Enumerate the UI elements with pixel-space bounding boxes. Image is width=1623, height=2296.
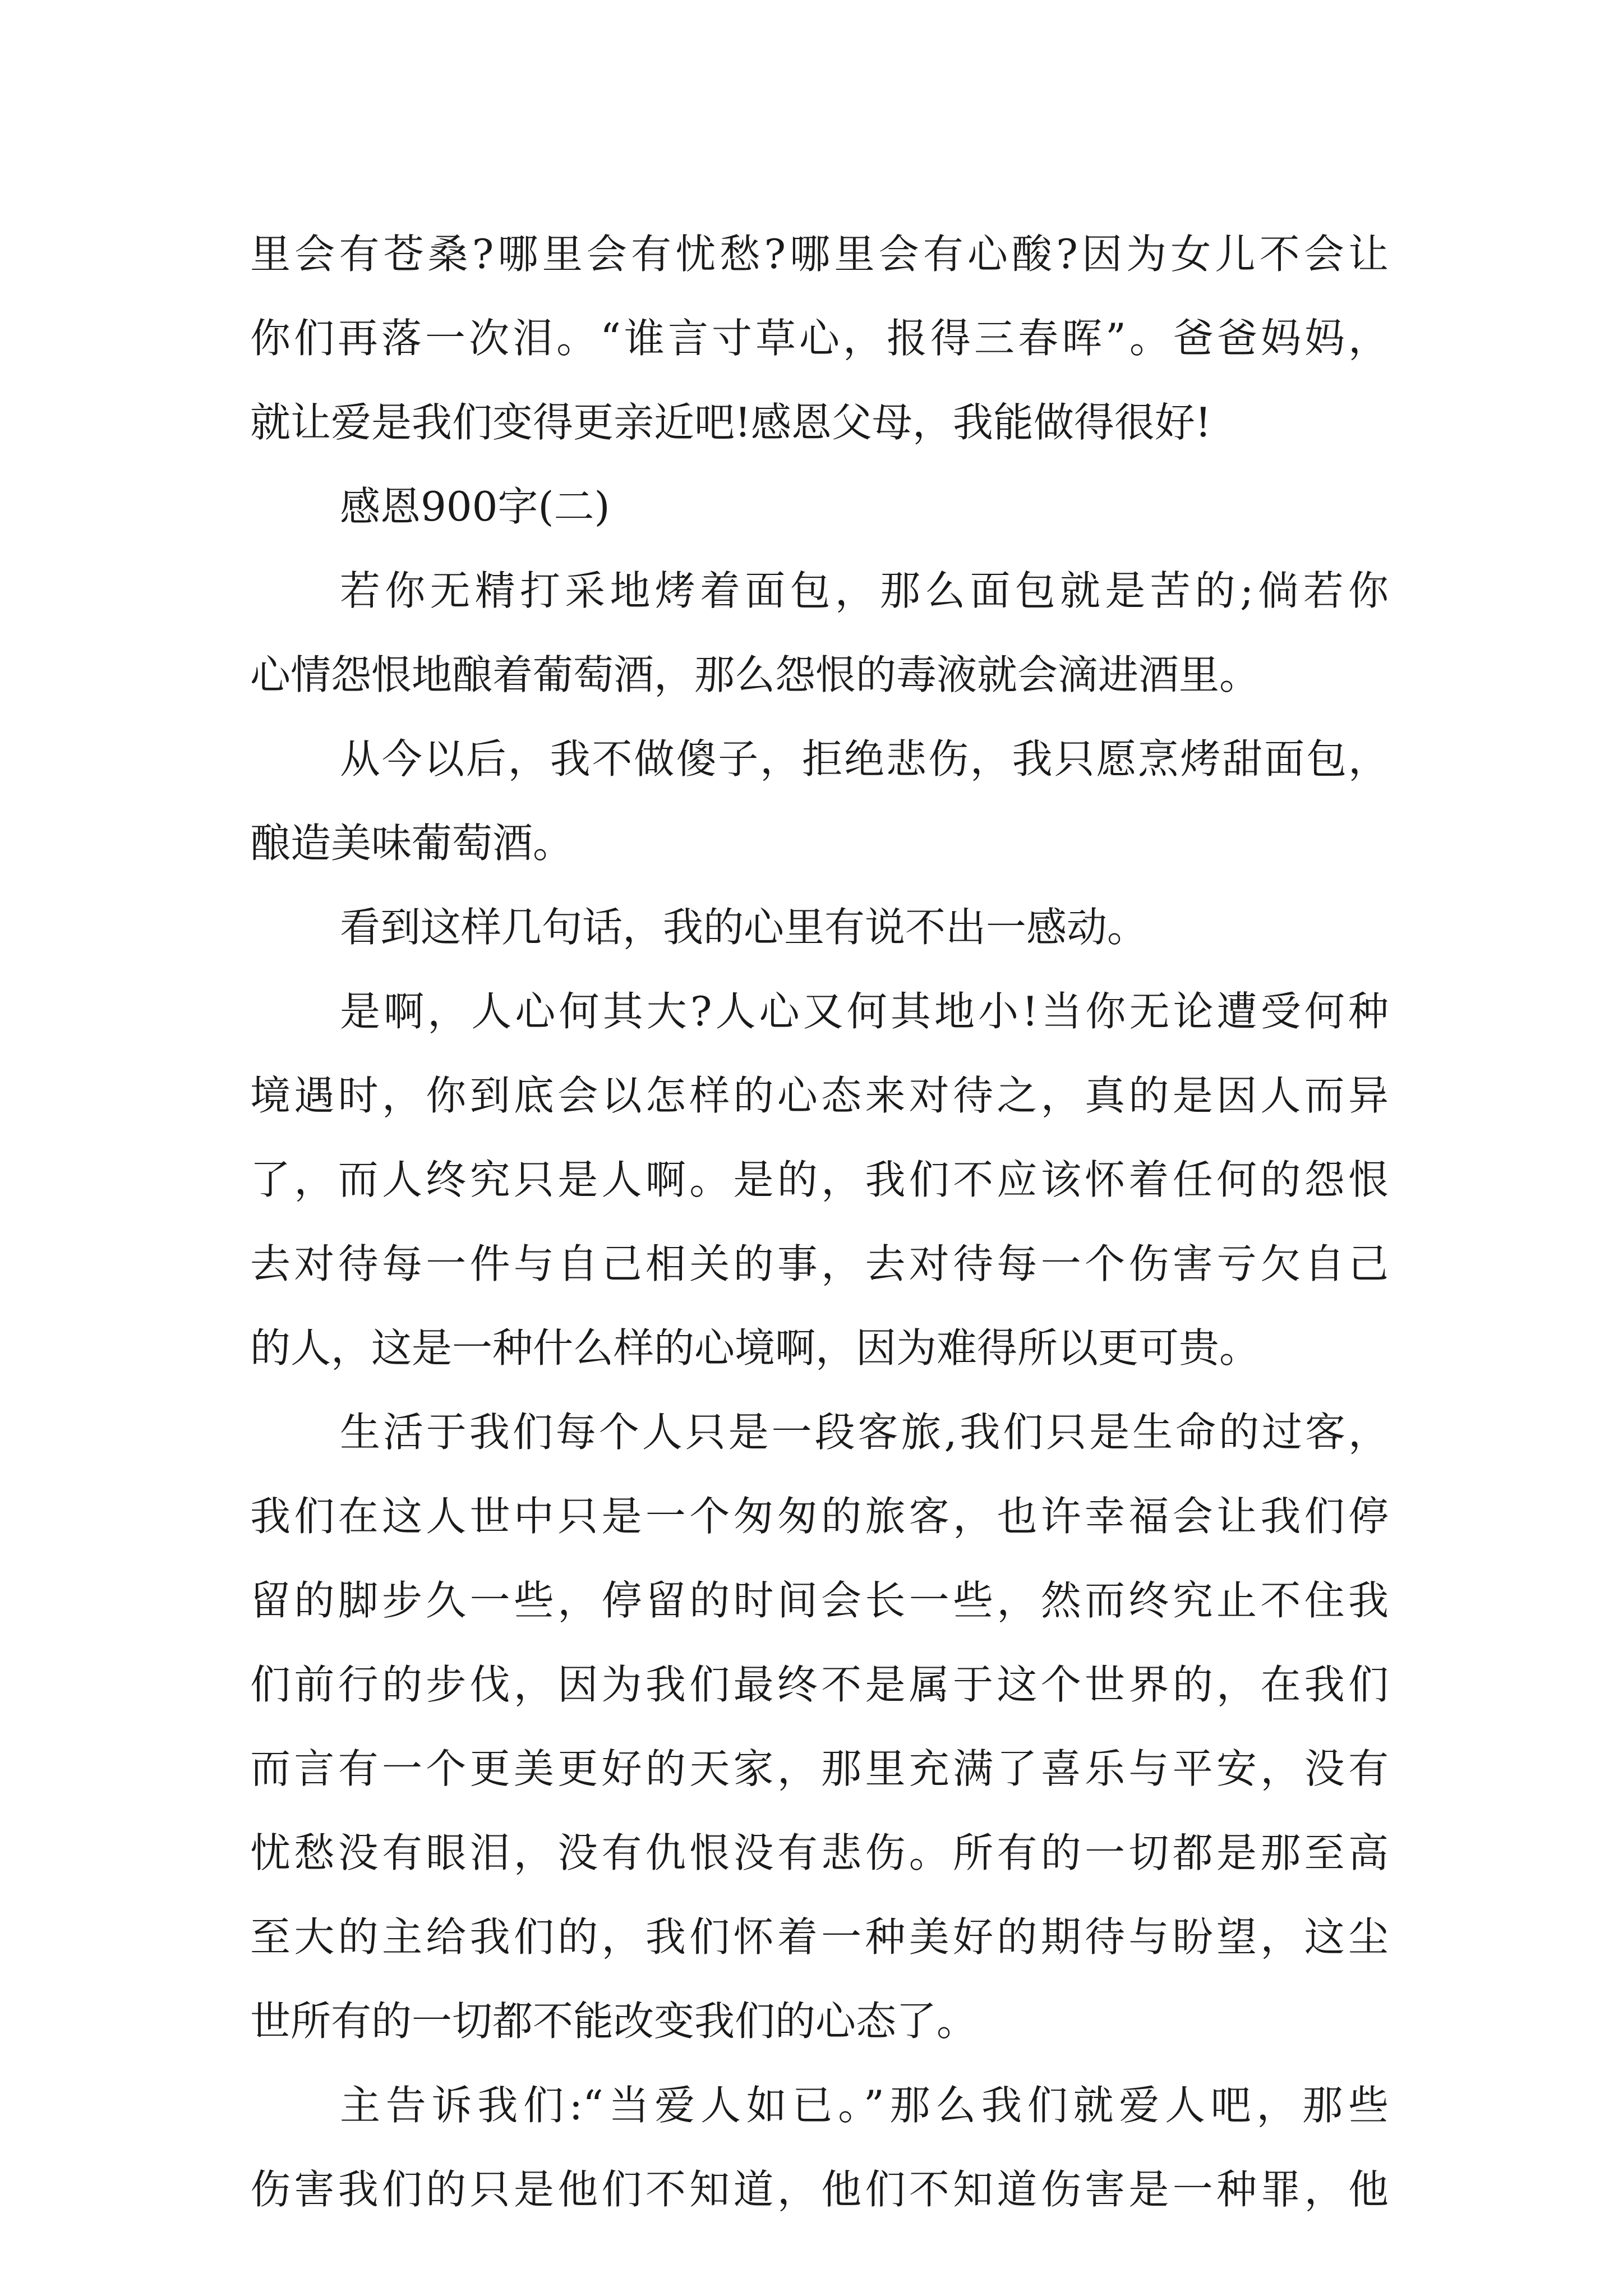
text-line: 去对待每一件与自己相关的事，去对待每一个伤害亏欠自己 — [250, 1240, 1389, 1287]
text-line: 而言有一个更美更好的天家，那里充满了喜乐与平安，没有 — [250, 1745, 1389, 1792]
text-line: 里会有苍桑?哪里会有忧愁?哪里会有心酸?因为女儿不会让 — [250, 231, 1389, 278]
text-line: 留的脚步久一些，停留的时间会长一些，然而终究止不住我 — [250, 1577, 1389, 1624]
text-line: 酿造美味葡萄酒。 — [250, 820, 574, 867]
text-line: 若你无精打采地烤着面包，那么面包就是苦的;倘若你 — [340, 567, 1389, 614]
text-line: 感恩900字(二) — [340, 483, 610, 530]
text-line: 主告诉我们:“当爱人如已。”那么我们就爱人吧，那些 — [340, 2082, 1389, 2129]
text-line: 从今以后，我不做傻子，拒绝悲伤，我只愿烹烤甜面包， — [340, 735, 1389, 783]
text-line: 们前行的步伐，因为我们最终不是属于这个世界的，在我们 — [250, 1661, 1389, 1708]
text-line: 境遇时，你到底会以怎样的心态来对待之，真的是因人而异 — [250, 1072, 1389, 1119]
text-line: 我们在这人世中只是一个匆匆的旅客，也许幸福会让我们停 — [250, 1493, 1389, 1540]
text-line: 伤害我们的只是他们不知道，他们不知道伤害是一种罪，他 — [250, 2166, 1389, 2213]
text-line: 生活于我们每个人只是一段客旅,我们只是生命的过客， — [340, 1409, 1389, 1456]
text-line: 就让爱是我们变得更亲近吧!感恩父母，我能做得很好! — [250, 399, 1211, 446]
text-line: 是啊，人心何其大?人心又何其地小!当你无论遭受何种 — [340, 988, 1389, 1035]
text-line: 忧愁没有眼泪，没有仇恨没有悲伤。所有的一切都是那至高 — [250, 1829, 1389, 1876]
text-line: 你们再落一次泪。“谁言寸草心，报得三春晖”。爸爸妈妈， — [250, 315, 1389, 362]
text-line: 了，而人终究只是人啊。是的，我们不应该怀着任何的怨恨 — [250, 1156, 1389, 1203]
text-line: 看到这样几句话，我的心里有说不出一感动。 — [340, 904, 1148, 951]
text-line: 至大的主给我们的，我们怀着一种美好的期待与盼望，这尘 — [250, 1913, 1389, 1961]
text-line: 的人，这是一种什么样的心境啊，因为难得所以更可贵。 — [250, 1324, 1260, 1372]
document-body — [250, 212, 1389, 2231]
text-line: 心情怨恨地酿着葡萄酒，那么怨恨的毒液就会滴进酒里。 — [250, 651, 1260, 698]
text-line: 世所有的一切都不能改变我们的心态了。 — [250, 1998, 978, 2045]
